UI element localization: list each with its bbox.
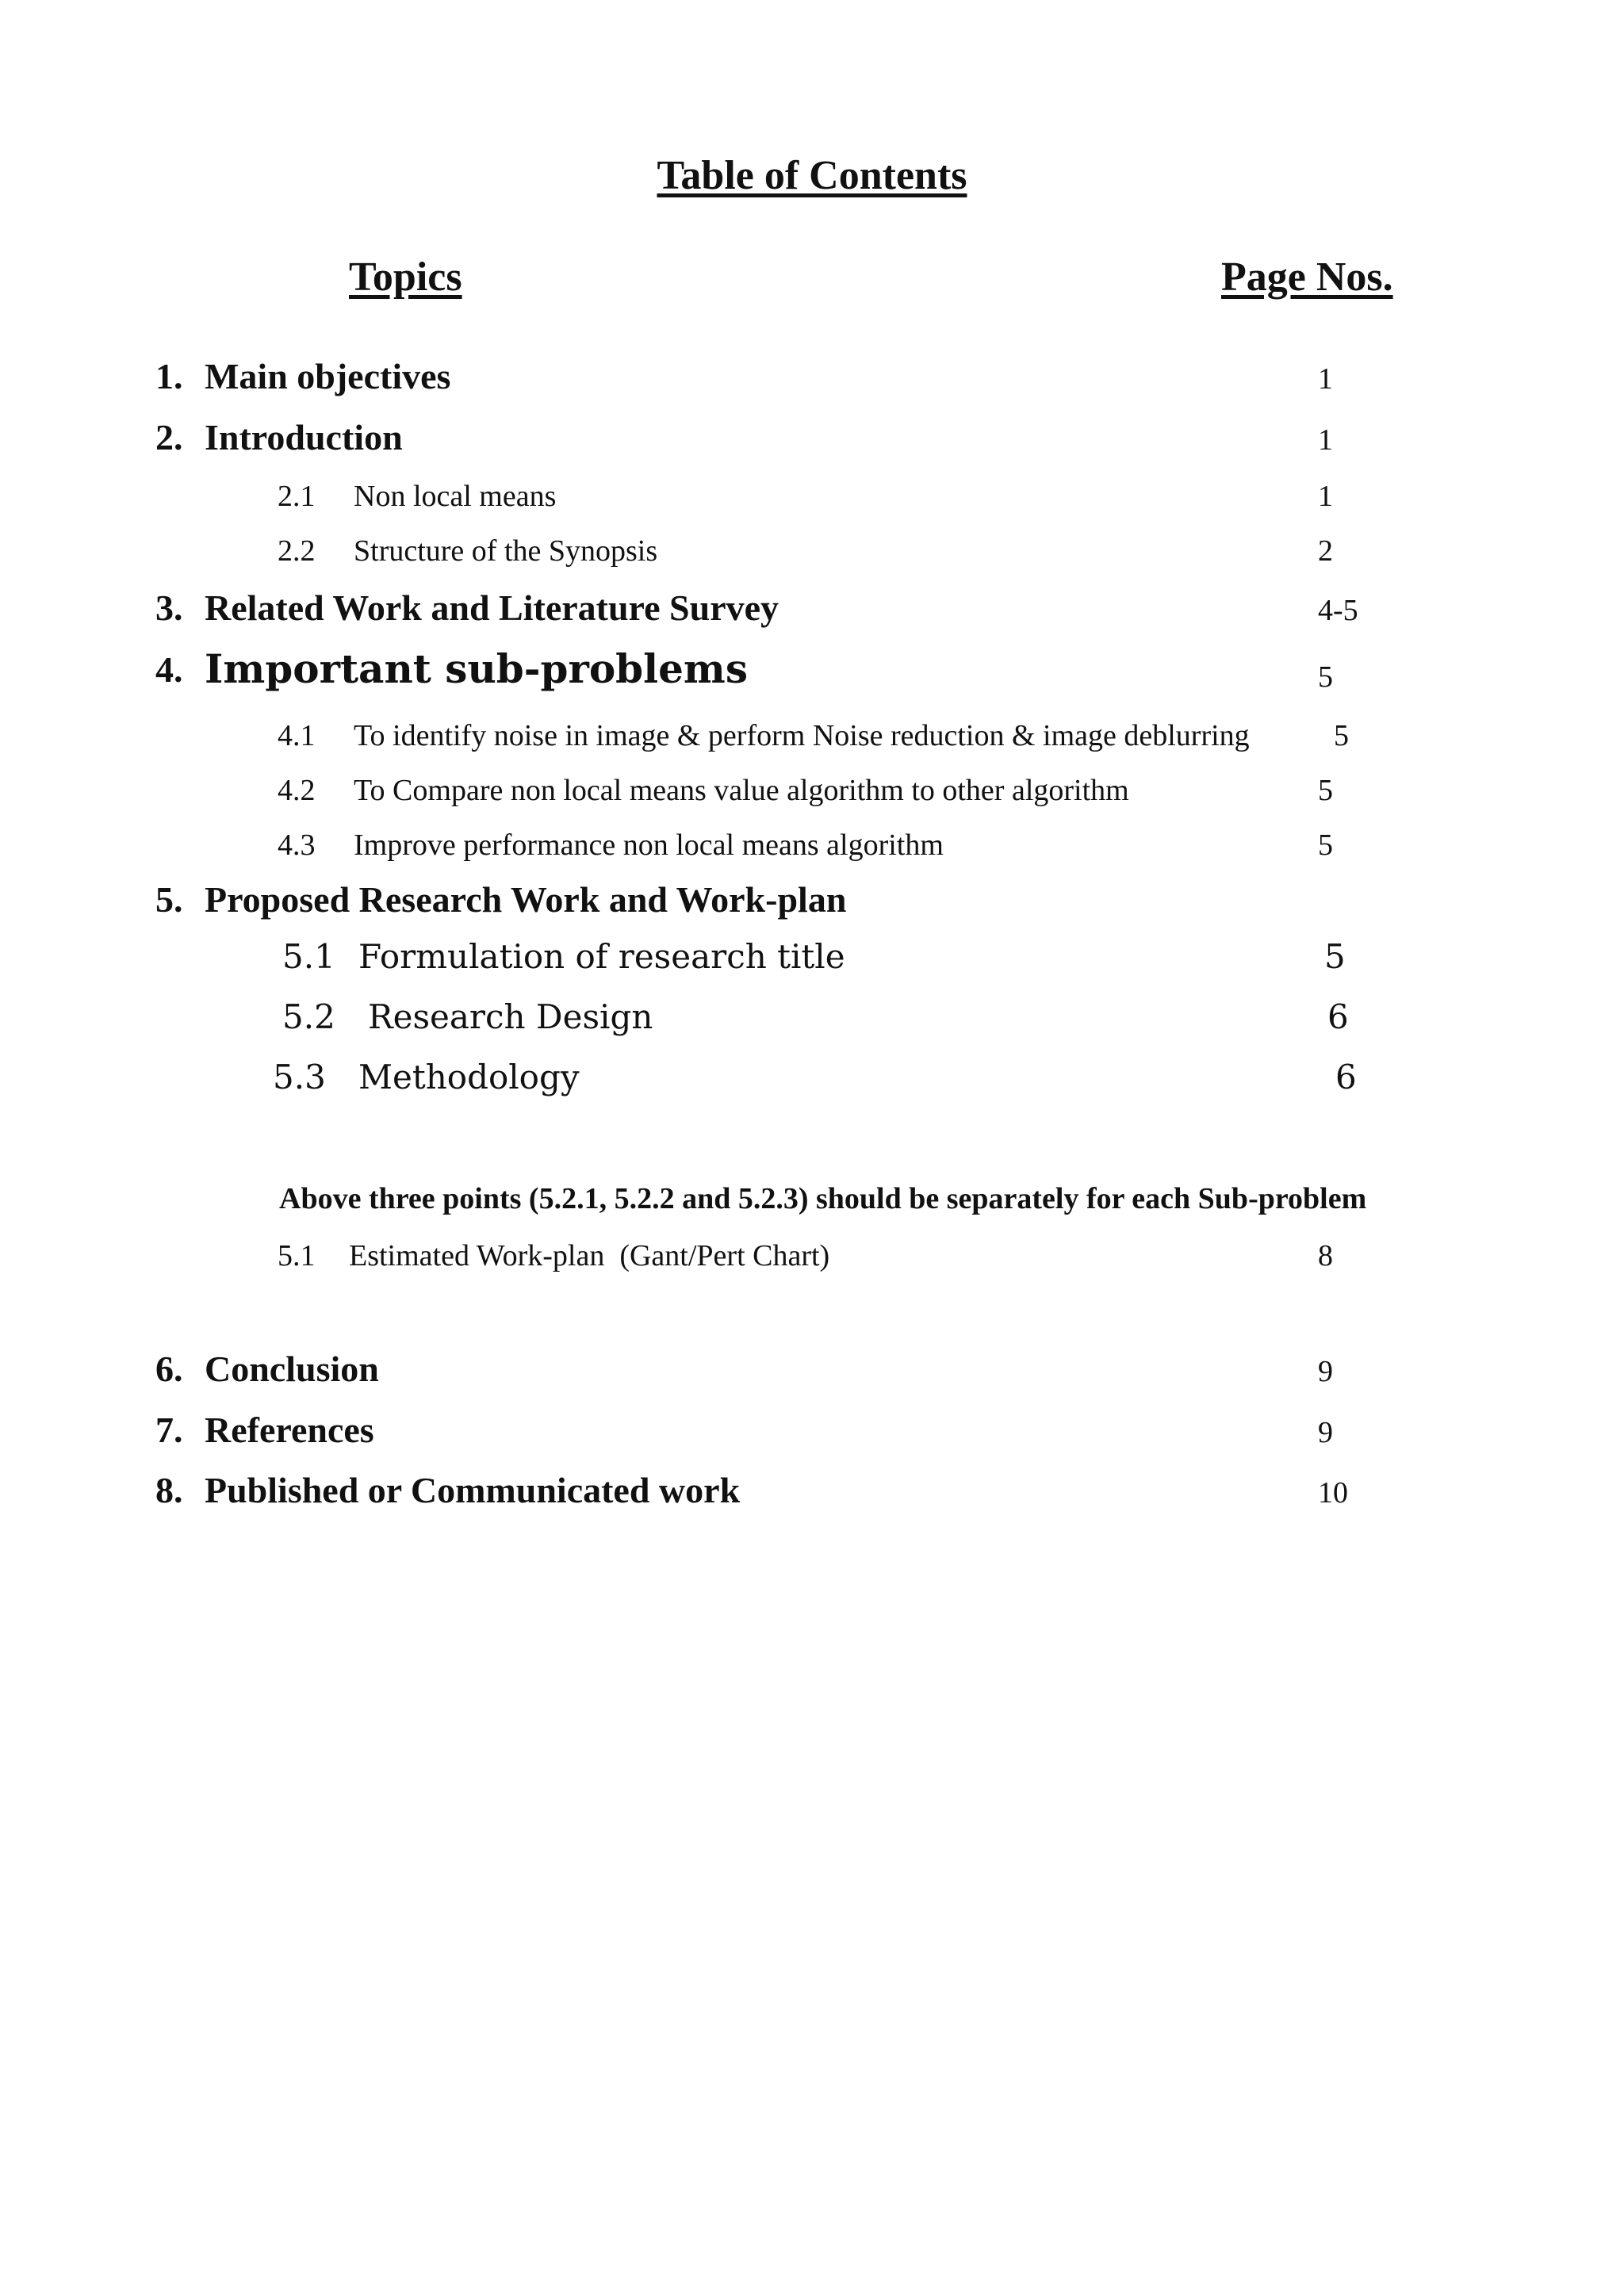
page-numbers-column-header: Page Nos. [1221, 254, 1393, 300]
toc-entry-title: Formulation of research title [358, 937, 845, 976]
toc-entry-title: Important sub-problems [205, 645, 748, 692]
toc-entry-page: 9 [1318, 1416, 1333, 1449]
toc-entry-main-objectives[interactable] [0, 355, 1624, 411]
toc-subentry-non-local-means[interactable] [0, 479, 1624, 534]
toc-subentry-research-design[interactable] [0, 997, 1624, 1053]
toc-entry-page: 1 [1318, 480, 1333, 513]
toc-entry-related-work[interactable] [0, 587, 1624, 642]
toc-entry-number: 2. [155, 417, 183, 457]
toc-entry-page: 6 [1335, 1058, 1357, 1096]
toc-subentry-improve-performance[interactable] [0, 828, 1624, 883]
toc-entry-title: References [205, 1410, 374, 1450]
toc-entry-title: Main objectives [205, 356, 451, 396]
toc-entry-number: 2.2 [278, 534, 316, 568]
toc-entry-number: 8. [155, 1470, 183, 1510]
toc-entry-page: 2 [1318, 534, 1333, 568]
toc-subentry-estimated-work-plan[interactable] [0, 1238, 1624, 1294]
toc-subentry-methodology[interactable] [0, 1058, 1624, 1113]
toc-entry-number: 5.1 [278, 1239, 316, 1272]
toc-subentry-structure-of-synopsis[interactable] [0, 534, 1624, 589]
toc-entry-number: 6. [155, 1349, 183, 1389]
toc-entry-title: Proposed Research Work and Work-plan [205, 879, 847, 920]
toc-entry-title: Estimated Work-plan (Gant/Pert Chart) [349, 1239, 830, 1272]
toc-entry-references[interactable] [0, 1409, 1624, 1464]
toc-entry-page: 8 [1318, 1239, 1333, 1272]
toc-entry-page: 1 [1318, 362, 1333, 396]
toc-entry-number: 5.3 [273, 1058, 326, 1096]
toc-entry-important-sub-problems[interactable] [0, 645, 1624, 704]
toc-entry-number: 4.1 [278, 719, 316, 752]
toc-entry-number: 5.1 [282, 937, 335, 976]
toc-entry-published-work[interactable] [0, 1469, 1624, 1525]
toc-entry-title: Published or Communicated work [205, 1470, 741, 1510]
toc-entry-title: Improve performance non local means algorithm [354, 828, 944, 862]
toc-entry-title: Conclusion [205, 1349, 379, 1389]
toc-entry-page: 5 [1324, 937, 1346, 976]
toc-entry-page: 1 [1318, 423, 1333, 457]
toc-entry-page: 4-5 [1318, 594, 1358, 627]
toc-entry-number: 5.2 [282, 997, 335, 1036]
toc-entry-number: 4.3 [278, 828, 316, 862]
toc-entry-number: 3. [155, 587, 183, 628]
sub-problem-note: Above three points (5.2.1, 5.2.2 and 5.2.3) should be separately for each Sub-problem [279, 1182, 1367, 1215]
toc-subentry-identify-noise[interactable] [0, 718, 1624, 774]
toc-entry-title: Research Design [368, 997, 653, 1036]
topics-column-header: Topics [349, 254, 462, 300]
toc-entry-proposed-research-work[interactable] [0, 878, 1624, 934]
toc-subentry-compare-algorithms[interactable] [0, 773, 1624, 828]
toc-entry-title: Methodology [358, 1058, 580, 1096]
toc-entry-page: 5 [1318, 774, 1333, 807]
toc-entry-title: To Compare non local means value algorithm to other algorithm [354, 774, 1129, 807]
toc-entry-page: 5 [1318, 660, 1333, 694]
toc-entry-introduction[interactable] [0, 416, 1624, 472]
toc-entry-number: 2.1 [278, 480, 316, 513]
toc-entry-number: 4.2 [278, 774, 316, 807]
toc-entry-page: 5 [1334, 719, 1349, 752]
page-title: Table of Contents [657, 153, 967, 198]
toc-subentry-formulation-research-title[interactable] [0, 937, 1624, 993]
toc-entry-page: 5 [1318, 828, 1333, 862]
toc-entry-title: Non local means [354, 480, 557, 513]
toc-entry-title: To identify noise in image & perform Noise reduction & image deblurring [354, 719, 1250, 752]
toc-entry-number: 1. [155, 356, 183, 396]
toc-entry-title: Related Work and Literature Survey [205, 587, 779, 628]
toc-entry-number: 4. [155, 649, 183, 690]
toc-entry-page: 10 [1318, 1476, 1348, 1510]
toc-entry-number: 7. [155, 1410, 183, 1450]
toc-entry-page: 6 [1327, 997, 1349, 1036]
toc-entry-number: 5. [155, 879, 183, 920]
toc-entry-page: 9 [1318, 1355, 1333, 1388]
toc-entry-conclusion[interactable] [0, 1348, 1624, 1403]
toc-entry-title: Introduction [205, 417, 403, 457]
toc-entry-title: Structure of the Synopsis [354, 534, 658, 568]
